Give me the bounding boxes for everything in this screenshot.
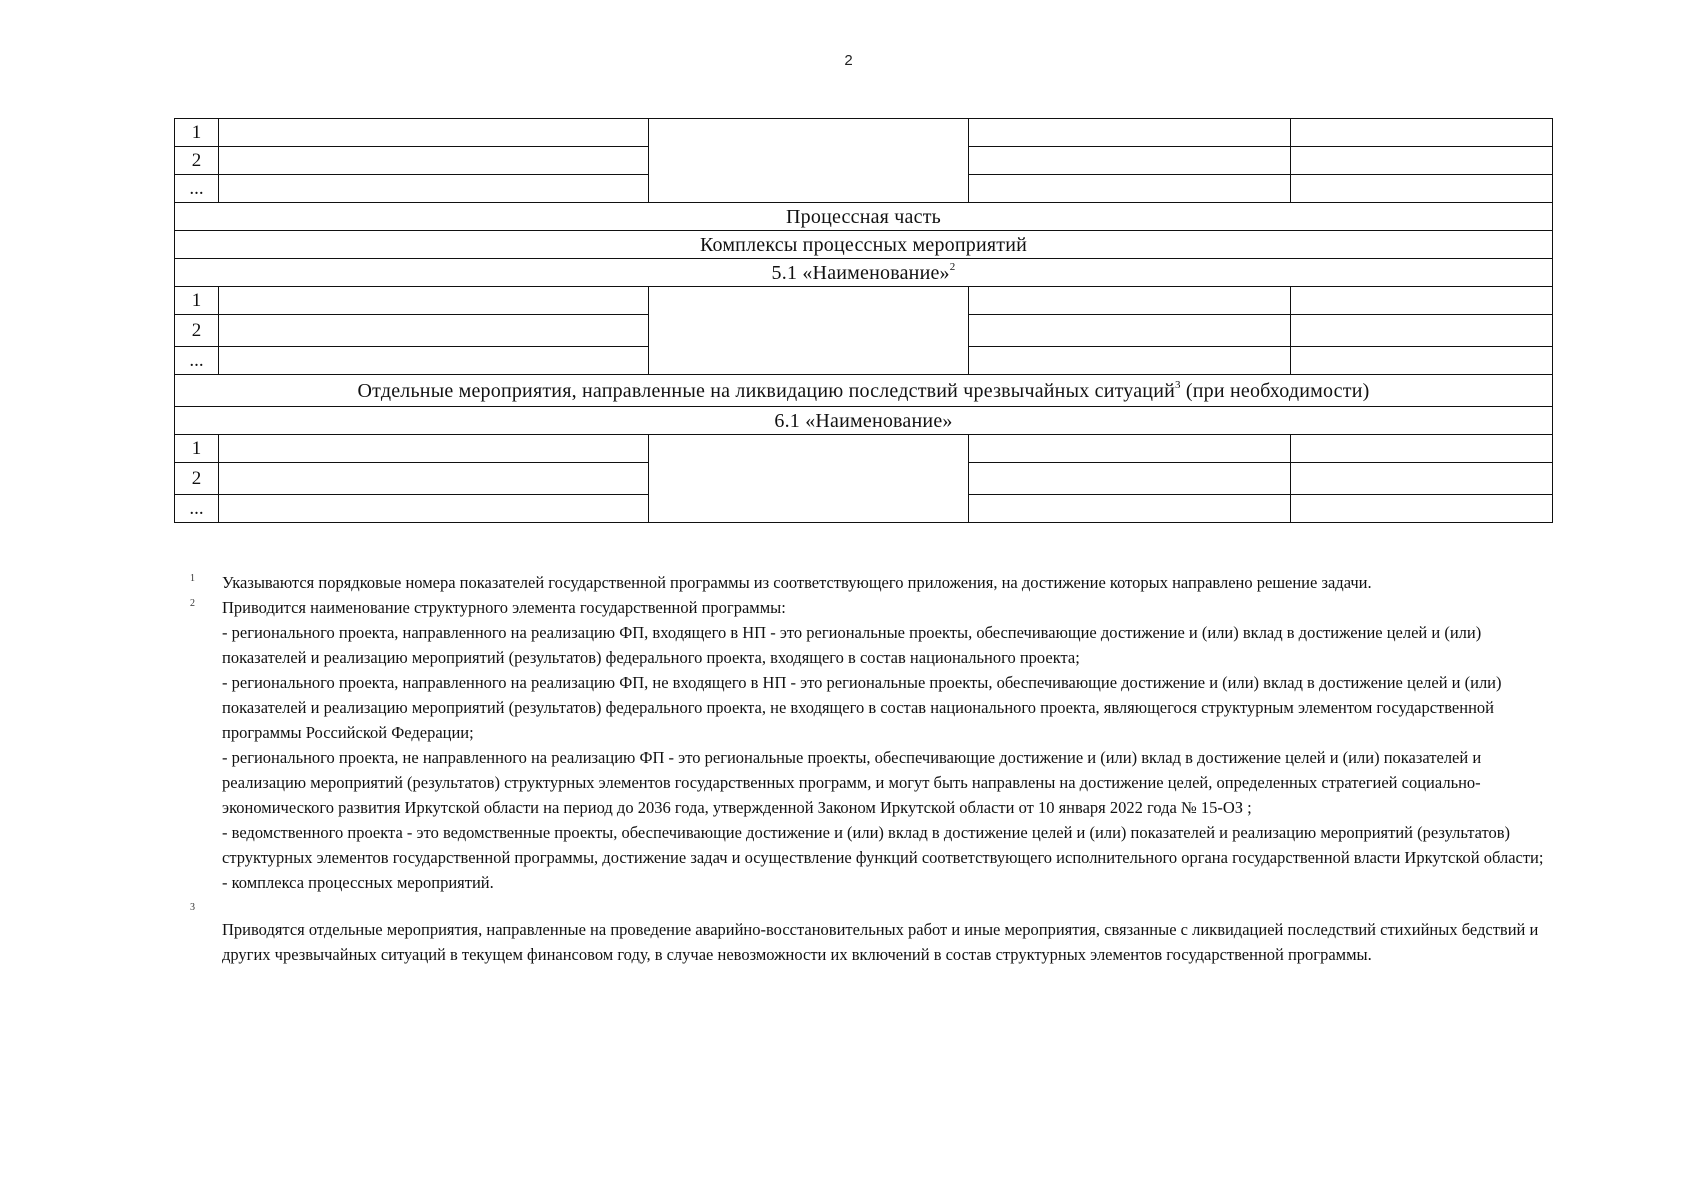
row-number: 2: [175, 463, 219, 495]
name-cell: [219, 119, 649, 147]
cell: [969, 119, 1291, 147]
table-row: [175, 435, 1553, 463]
row-number: 1: [175, 287, 219, 315]
footnote-text: Приводится наименование структурного элемента государственной программы:: [222, 598, 786, 617]
row-number: ...: [175, 347, 219, 375]
cell: [1291, 119, 1553, 147]
table-row: [175, 287, 1553, 315]
cell: [969, 147, 1291, 175]
section-5-title: 5.1 «Наименование»: [771, 261, 950, 284]
footnote-mark: 3: [190, 902, 195, 913]
cell: [969, 315, 1291, 347]
footnote-text: - ведомственного проекта - это ведомственные проекты, обеспечивающие достижение и (или) вклад в достижение целей и (или) показателей и реализацию мероприятий (результатов) структурных элементов государственной программы, достижение задач и осуществление функций соответствующего исполнительного органа государственной власти Иркутской области;: [222, 823, 1544, 867]
footnote-text: - регионального проекта, не направленного на реализацию ФП - это региональные проекты, обеспечивающие достижение и (или) вклад в достижение целей и (или) показателей и реализацию мероприятий (результатов) структурных элементов государственных программ, и могут быть направлены на достижение целей, определенных стратегией социально-экономического развития Иркутской области на период до 2036 года, утвержденной Законом Иркутской области от 10 января 2022 года № 15-ОЗ ;: [222, 748, 1482, 817]
name-cell: [219, 435, 649, 463]
footnote-2: [180, 595, 1560, 895]
merged-cell: [649, 119, 969, 203]
row-number: ...: [175, 495, 219, 523]
emergency-title: Отдельные мероприятия, направленные на ликвидацию последствий чрезвычайных ситуаций: [357, 379, 1176, 402]
row-number: 2: [175, 315, 219, 347]
cell: [969, 495, 1291, 523]
table-row: [175, 119, 1553, 147]
name-cell: [219, 315, 649, 347]
footnotes: [180, 570, 1560, 967]
footnote-1: [180, 570, 1560, 595]
footnote-3: [180, 902, 1560, 967]
cell: [969, 347, 1291, 375]
process-complexes-header: Комплексы процессных мероприятий: [175, 231, 1553, 259]
row-number: ...: [175, 175, 219, 203]
cell: [969, 175, 1291, 203]
footnote-text: Приводятся отдельные мероприятия, направленные на проведение аварийно-восстановительных работ и иные мероприятия, связанные с ликвидацией последствий стихийных бедствий и других чрезвычайных ситуаций в текущем финансовом году, в случае невозможности их включений в состав структурных элементов государственной программы.: [222, 920, 1539, 964]
name-cell: [219, 463, 649, 495]
merged-cell: [649, 287, 969, 375]
name-cell: [219, 147, 649, 175]
cell: [1291, 495, 1553, 523]
footnote-mark: 2: [190, 598, 195, 609]
row-number: 2: [175, 147, 219, 175]
name-cell: [219, 347, 649, 375]
cell: [969, 287, 1291, 315]
cell: [1291, 435, 1553, 463]
footnote-mark: 1: [190, 573, 195, 584]
process-part-header: Процессная часть: [175, 203, 1553, 231]
footnote-ref-3: 3: [1175, 378, 1181, 391]
name-cell: [219, 495, 649, 523]
footnote-ref-2: 2: [949, 260, 956, 273]
section-5-header: [175, 259, 1553, 287]
merged-cell: [649, 435, 969, 523]
name-cell: [219, 287, 649, 315]
row-number: 1: [175, 435, 219, 463]
footnote-text: - комплекса процессных мероприятий.: [222, 873, 494, 892]
row-number: 1: [175, 119, 219, 147]
footnote-text: Указываются порядковые номера показателей государственной программы из соответствующего приложения, на достижение которых направлено решение задачи.: [222, 573, 1372, 592]
cell: [1291, 175, 1553, 203]
page-number: 2: [844, 52, 853, 69]
name-cell: [219, 175, 649, 203]
section-6-header: 6.1 «Наименование»: [175, 407, 1553, 435]
cell: [969, 435, 1291, 463]
cell: [1291, 147, 1553, 175]
emergency-title-suffix: (при необходимости): [1180, 379, 1370, 402]
cell: [1291, 287, 1553, 315]
structure-table: [174, 118, 1553, 523]
cell: [1291, 347, 1553, 375]
cell: [1291, 315, 1553, 347]
emergency-measures-header: [175, 375, 1553, 407]
footnote-text: - регионального проекта, направленного на реализацию ФП, входящего в НП - это региональные проекты, обеспечивающие достижение и (или) вклад в достижение целей и (или) показателей и реализацию мероприятий (результатов) федерального проекта, входящего в состав национального проекта;: [222, 623, 1482, 667]
cell: [969, 463, 1291, 495]
footnote-text: - регионального проекта, направленного на реализацию ФП, не входящего в НП - это региональные проекты, обеспечивающие достижение и (или) вклад в достижение целей и (или) показателей и реализацию мероприятий (результатов) федерального проекта, не входящего в состав национального проекта, являющегося структурным элементом государственной программы Российской Федерации;: [222, 673, 1502, 742]
cell: [1291, 463, 1553, 495]
